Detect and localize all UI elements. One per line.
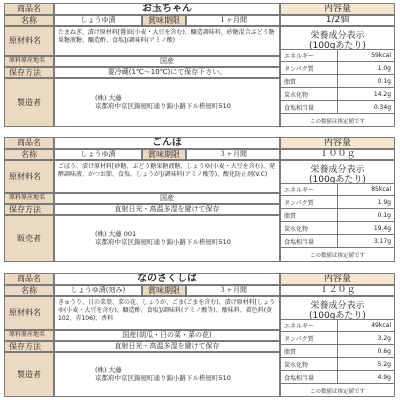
- nutrient-value: 1.0g: [337, 62, 394, 74]
- nutrition-row: [281, 235, 394, 248]
- maker-label: 製造者: [4, 352, 54, 397]
- product-title: ごんぼ: [54, 137, 280, 149]
- expiry-value: ３ヶ月間: [186, 149, 280, 160]
- maker-block: [54, 352, 280, 397]
- nutrition-panel: [280, 296, 395, 397]
- nutrient-value: 0.1g: [337, 209, 394, 221]
- nutrition-sub: (100gあたり): [309, 41, 366, 51]
- nutrient-name: 食塩相当量: [284, 374, 315, 382]
- storage-value: 直射日光・高温多湿を避けて保存: [54, 341, 280, 352]
- nutrition-title: 栄養成分表示: [310, 31, 365, 41]
- origin-value: 国産: [54, 56, 280, 67]
- nutrient-name: エネルギー: [284, 187, 315, 194]
- nutrient-value: 3.2g: [337, 332, 394, 344]
- nutrient-value: 49kcal: [337, 320, 394, 331]
- nutrient-value: 3.17g: [337, 235, 394, 247]
- ingredients-value: ごぼう、漬け原材料[砂糖、ぶどう糖果糖液糖、しょうゆ(小麦・大豆を含む)、発酵調味液、かつお節、食塩、しょうが]/調味料(アミノ酸等)、酸化防止剤(V.C): [54, 160, 280, 193]
- nutrition-note: この数値は推定値です: [309, 253, 365, 259]
- nutrition-title: 栄養成分表示: [310, 301, 365, 311]
- nutrition-row: [281, 49, 394, 62]
- maker-address: 京都府中京区錦屋町通り錦小路下ル枡屋町510: [95, 101, 231, 110]
- maker-address: 京都府中京区錦屋町通り錦小路下ル枡屋町510: [95, 373, 231, 382]
- nutrition-row: [281, 345, 394, 358]
- nutrition-title: 栄養成分表示: [310, 165, 365, 175]
- nutrient-name: 脂質: [284, 212, 297, 220]
- maker-label: 製造者: [4, 78, 54, 127]
- expiry-label: 賞味期限: [142, 285, 186, 296]
- product-label-3: [4, 273, 395, 397]
- nutrient-name: 炭水化物: [284, 225, 309, 233]
- nutrient-name: 炭水化物: [284, 91, 309, 99]
- nutrient-name: 脂質: [284, 78, 297, 86]
- nutrient-value: 1.9g: [337, 196, 394, 208]
- maker-name: (株) 大藤: [95, 94, 122, 103]
- name-value: しょうゆ漬: [54, 149, 142, 160]
- ingredients-label: 原材料名: [4, 26, 54, 56]
- storage-label: 保存方法: [4, 204, 54, 215]
- product-label-2: [4, 137, 395, 262]
- nutrition-note: この数値は推定値です: [309, 119, 365, 125]
- storage-value: 要冷蔵(1℃～10℃)にて保存下さい。: [54, 67, 280, 78]
- nutrient-value: 59kcal: [337, 50, 394, 61]
- origin-label: 原料原産地名: [4, 56, 54, 67]
- header-naiyoryo: 内容量: [280, 137, 395, 149]
- quantity-value: １００ｇ: [280, 149, 395, 160]
- header-shohin: 商品名: [4, 273, 54, 285]
- header-naiyoryo: 内容量: [280, 273, 395, 285]
- name-label: 名称: [4, 285, 54, 296]
- nutrition-note: この数値は推定値です: [309, 389, 365, 395]
- expiry-label: 賞味期限: [142, 149, 186, 160]
- nutrition-panel: [280, 160, 395, 262]
- nutrient-name: エネルギー: [284, 53, 315, 60]
- nutrient-value: 4.9g: [337, 371, 394, 383]
- maker-name: (株) 大藤 001: [95, 230, 137, 239]
- product-label-1: [4, 3, 395, 127]
- nutrient-value: 5.2g: [337, 358, 394, 370]
- nutrition-row: [281, 88, 394, 101]
- header-naiyoryo: 内容量: [280, 3, 395, 15]
- header-shohin: 商品名: [4, 137, 54, 149]
- nutrition-row: [281, 62, 394, 75]
- nutrition-row: [281, 209, 394, 222]
- nutrition-row: [281, 196, 394, 209]
- storage-label: 保存方法: [4, 341, 54, 352]
- ingredients-label: 原材料名: [4, 296, 54, 330]
- storage-label: 保存方法: [4, 67, 54, 78]
- nutrition-sub: (100gあたり): [309, 175, 366, 185]
- name-value: しょうゆ漬(刻み): [54, 285, 142, 296]
- origin-label: 原料原産地名: [4, 193, 54, 204]
- header-shohin: 商品名: [4, 3, 54, 15]
- nutrient-name: タンパク質: [284, 65, 314, 73]
- nutrient-name: 食塩相当量: [284, 238, 315, 246]
- nutrient-name: エネルギー: [284, 323, 315, 330]
- nutrition-row: [281, 101, 394, 114]
- nutrition-row: [281, 222, 394, 235]
- nutrient-name: 炭水化物: [284, 361, 309, 369]
- quantity-value: １２０ｇ: [280, 285, 395, 296]
- nutrient-value: 0.6g: [337, 345, 394, 357]
- maker-address: 京都府中京区錦屋町通り錦小路下ル枡屋町510: [95, 237, 231, 246]
- nutrition-sub: (100gあたり): [309, 311, 366, 321]
- name-label: 名称: [4, 15, 54, 26]
- nutrition-row: [281, 371, 394, 384]
- nutrition-row: [281, 183, 394, 196]
- nutrient-name: 脂質: [284, 348, 297, 356]
- expiry-value: ３ヶ月間: [186, 285, 280, 296]
- ingredients-label: 原材料名: [4, 160, 54, 193]
- nutrient-value: 0.34g: [337, 101, 394, 113]
- nutrient-name: タンパク質: [284, 335, 314, 343]
- origin-value: 国産(胡瓜・日の菜・菜の花): [54, 330, 280, 341]
- origin-value: 国産: [54, 193, 280, 204]
- expiry-label: 賞味期限: [142, 15, 186, 26]
- nutrition-row: [281, 332, 394, 345]
- quantity-value: 1/2個: [280, 15, 395, 26]
- nutrient-name: タンパク質: [284, 199, 314, 207]
- nutrient-value: 0.1g: [337, 75, 394, 87]
- product-title: なのさくしば: [54, 273, 280, 285]
- nutrient-value: 85kcal: [337, 184, 394, 195]
- storage-value: 直射日光・高温多湿を避けて保存: [54, 204, 280, 215]
- nutrient-value: 14.2g: [337, 88, 394, 100]
- product-title: お玉ちゃん: [54, 3, 280, 15]
- nutrition-row: [281, 319, 394, 332]
- name-value: しょうゆ漬: [54, 15, 142, 26]
- ingredients-value: きゅうり、日の菜葉、菜の花、しょうが、ごま(ごまを含む)、漬け原材料[しょうゆ(小麦・大豆を含む)、醸造酢、食塩]/調味料(アミノ酸等)、酸味料、着色料(黄102、赤106)、香料: [54, 296, 280, 330]
- nutrient-name: 食塩相当量: [284, 104, 315, 112]
- maker-block: [54, 215, 280, 262]
- nutrient-value: 19.4g: [337, 222, 394, 234]
- origin-label: 原料原産地名: [4, 330, 54, 341]
- maker-label: 販売者: [4, 215, 54, 262]
- nutrition-panel: [280, 26, 395, 127]
- maker-block: [54, 78, 280, 127]
- maker-name: (株) 大藤: [95, 366, 122, 375]
- nutrition-row: [281, 358, 394, 371]
- name-label: 名称: [4, 149, 54, 160]
- nutrition-row: [281, 75, 394, 88]
- ingredients-value: たまねぎ、漬け原材料[醤油(小麦・大豆を含む)、醸造調味料、砂糖混合ぶどう糖果糖液糖、醸造酢、食塩]/調味料(アミノ酸): [54, 26, 280, 56]
- expiry-value: １ヶ月間: [186, 15, 280, 26]
